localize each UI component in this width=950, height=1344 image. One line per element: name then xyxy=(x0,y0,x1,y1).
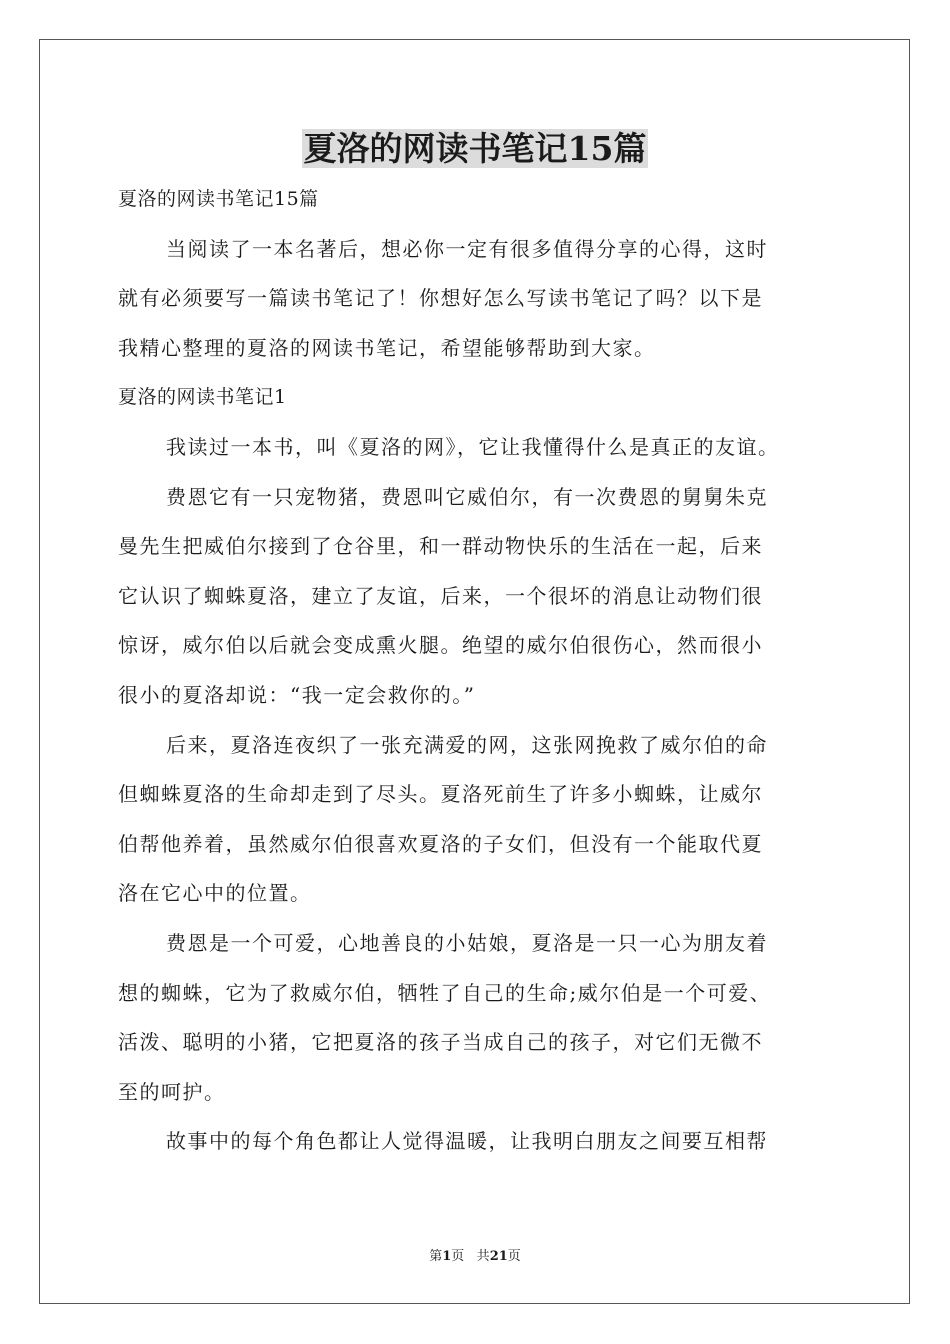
paragraph-line: 洛在它心中的位置。 xyxy=(118,881,312,906)
paragraph-line: 费恩它有一只宠物猪，费恩叫它威伯尔，有一次费恩的舅舅朱克 xyxy=(166,484,768,509)
paragraph-line: 很小的夏洛却说：“我一定会救你的。” xyxy=(118,682,476,707)
paragraph-line: 就有必须要写一篇读书笔记了！你想好怎么写读书笔记了吗？以下是 xyxy=(118,286,763,311)
document-body xyxy=(118,175,834,1167)
paragraph-line: 曼先生把威伯尔接到了仓谷里，和一群动物快乐的生活在一起，后来 xyxy=(118,534,763,559)
paragraph-line: 我精心整理的夏洛的网读书笔记，希望能够帮助到大家。 xyxy=(118,335,656,360)
page-suffix: 页 xyxy=(451,1249,465,1264)
paragraph-line: 当阅读了一本名著后，想必你一定有很多值得分享的心得，这时 xyxy=(166,236,768,261)
paragraph-line: 后来，夏洛连夜织了一张充满爱的网，这张网挽救了威尔伯的命 xyxy=(166,732,768,757)
page-footer xyxy=(0,1247,950,1267)
paragraph-line: 至的呵护。 xyxy=(118,1079,226,1104)
paragraph-line: 伯帮他养着，虽然威尔伯很喜欢夏洛的子女们，但没有一个能取代夏 xyxy=(118,831,763,856)
paragraph-line: 活泼、聪明的小猪，它把夏洛的孩子当成自己的孩子，对它们无微不 xyxy=(118,1030,763,1055)
total-suffix: 页 xyxy=(507,1249,521,1264)
page-number: 1 xyxy=(442,1249,452,1264)
section-heading: 夏洛的网读书笔记15篇 xyxy=(118,188,319,210)
paragraph-line: 想的蜘蛛，它为了救威尔伯，牺牲了自己的生命;威尔伯是一个可爱、 xyxy=(118,980,772,1005)
paragraph-line: 故事中的每个角色都让人觉得温暖，让我明白朋友之间要互相帮 xyxy=(166,1129,768,1154)
paragraph-line: 但蜘蛛夏洛的生命却走到了尽头。夏洛死前生了许多小蜘蛛，让威尔 xyxy=(118,782,763,807)
total-pages: 21 xyxy=(489,1249,508,1264)
section-heading: 夏洛的网读书笔记1 xyxy=(118,386,287,409)
paragraph-line: 费恩是一个可爱，心地善良的小姑娘，夏洛是一只一心为朋友着 xyxy=(166,930,768,955)
paragraph-line: 我读过一本书，叫《夏洛的网》，它让我懂得什么是真正的友谊。 xyxy=(166,434,780,459)
document-title xyxy=(0,125,950,173)
paragraph-line: 惊讶，威尔伯以后就会变成熏火腿。绝望的威尔伯很伤心，然而很小 xyxy=(118,633,763,658)
total-prefix: 共 xyxy=(476,1249,490,1264)
page-prefix: 第 xyxy=(429,1249,443,1264)
document-title-text: 夏洛的网读书笔记15篇 xyxy=(303,129,647,168)
paragraph-line: 它认识了蜘蛛夏洛，建立了友谊，后来，一个很坏的消息让动物们很 xyxy=(118,583,763,608)
